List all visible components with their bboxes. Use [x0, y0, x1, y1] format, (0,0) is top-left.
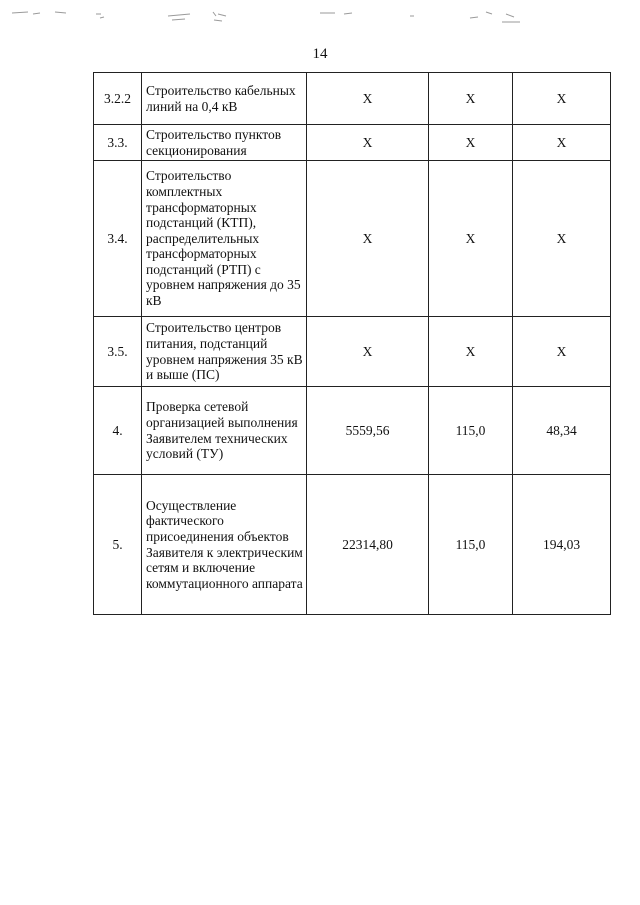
row-value-2: Х — [429, 73, 513, 125]
row-number: 4. — [94, 387, 142, 475]
row-value-2: 115,0 — [429, 387, 513, 475]
row-description: Осуществление фактического присоединения объектов Заявителя к электрическим сетям и включение коммутационного аппарата — [142, 475, 307, 615]
row-value-3: 194,03 — [513, 475, 611, 615]
page-number: 14 — [312, 46, 328, 62]
table-row — [94, 73, 611, 125]
row-description: Строительство комплектных трансформаторных подстанций (КТП), распределительных трансформаторных подстанций (РТП) с уровнем напряжения до 35 кВ — [142, 161, 307, 317]
row-description: Строительство пунктов секционирования — [142, 125, 307, 161]
row-value-1: 22314,80 — [307, 475, 429, 615]
row-description: Строительство центров питания, подстанций уровнем напряжения 35 кВ и выше (ПС) — [142, 317, 307, 387]
row-description: Строительство кабельных линий на 0,4 кВ — [142, 73, 307, 125]
row-value-2: Х — [429, 161, 513, 317]
row-number: 3.4. — [94, 161, 142, 317]
row-value-3: 48,34 — [513, 387, 611, 475]
table-row — [94, 387, 611, 475]
row-number: 5. — [94, 475, 142, 615]
row-value-2: 115,0 — [429, 475, 513, 615]
row-number: 3.3. — [94, 125, 142, 161]
row-value-3: Х — [513, 317, 611, 387]
row-value-1: 5559,56 — [307, 387, 429, 475]
row-value-3: Х — [513, 161, 611, 317]
tariff-table — [93, 72, 611, 615]
table-row — [94, 475, 611, 615]
row-value-1: Х — [307, 317, 429, 387]
table-row — [94, 317, 611, 387]
row-number: 3.2.2 — [94, 73, 142, 125]
row-value-2: Х — [429, 125, 513, 161]
table-row — [94, 125, 611, 161]
row-value-1: Х — [307, 73, 429, 125]
row-value-3: Х — [513, 125, 611, 161]
row-description: Проверка сетевой организацией выполнения Заявителем технических условий (ТУ) — [142, 387, 307, 475]
table-row — [94, 161, 611, 317]
scan-noise-marks — [0, 4, 640, 26]
row-number: 3.5. — [94, 317, 142, 387]
row-value-2: Х — [429, 317, 513, 387]
row-value-1: Х — [307, 125, 429, 161]
row-value-1: Х — [307, 161, 429, 317]
row-value-3: Х — [513, 73, 611, 125]
